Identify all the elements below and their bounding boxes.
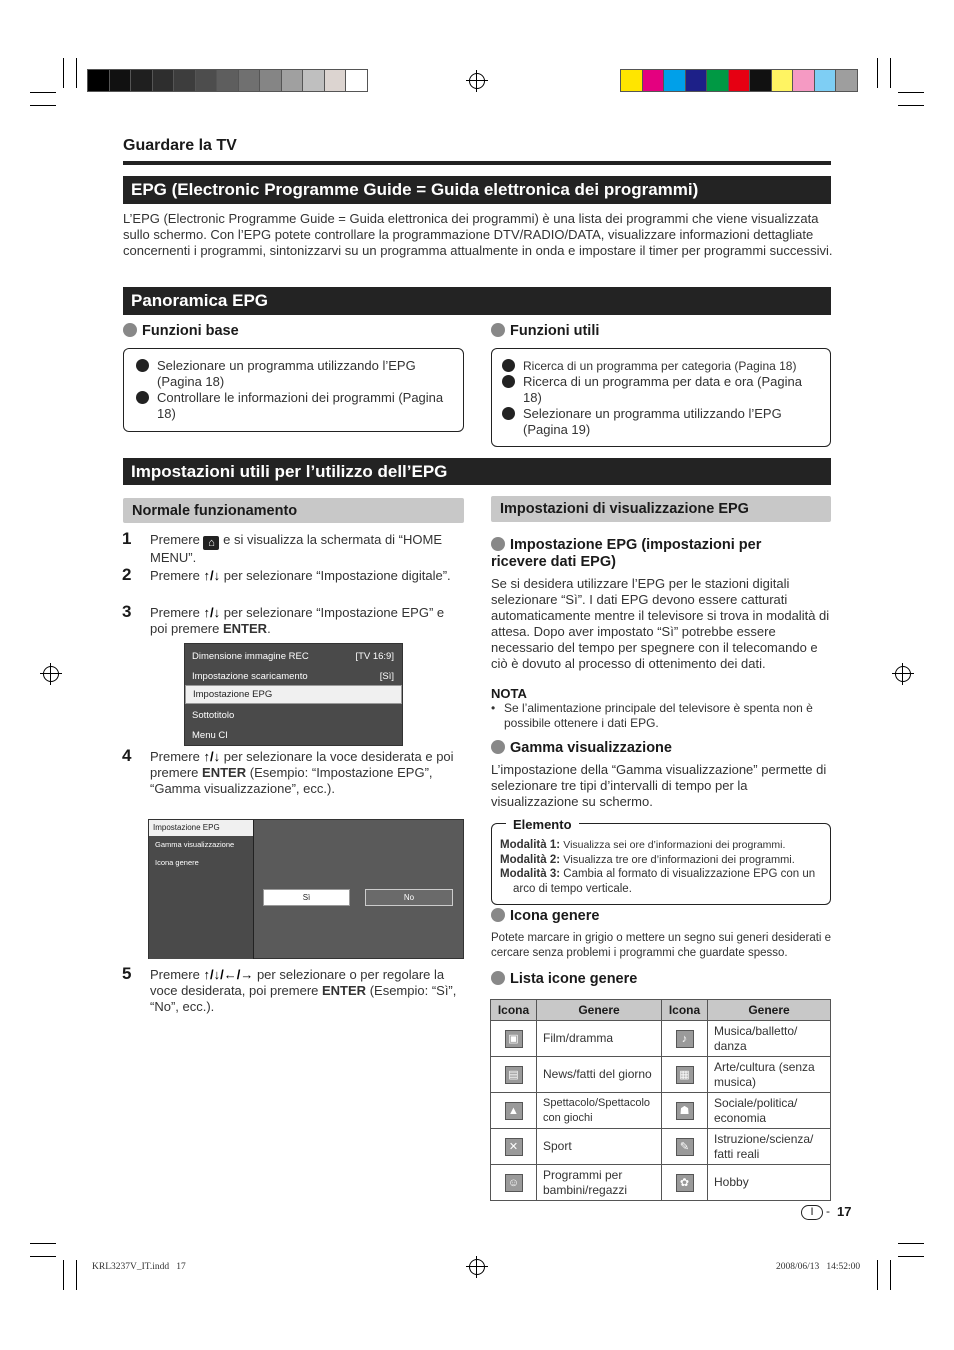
calibration-swatch	[706, 69, 729, 92]
calibration-swatch	[771, 69, 794, 92]
list-item: Selezionare un programma utilizzando l’EPG (Pagina 18)	[136, 358, 453, 390]
registration-mark-icon	[43, 666, 59, 682]
genre-cell: News/fatti del giorno	[537, 1057, 662, 1093]
color-calibration-bar	[620, 69, 857, 92]
column-header: Icona	[491, 1000, 537, 1021]
genre-cell: Sport	[537, 1129, 662, 1165]
epg-settings-heading: Impostazione EPG (impostazioni per ricevere dati EPG)	[491, 537, 762, 570]
step-number: 3	[122, 602, 132, 621]
menu-screenshot-1	[184, 643, 403, 746]
bullet-icon	[491, 537, 505, 551]
calibration-swatch	[152, 69, 175, 92]
menu-row: Sottotitolo	[192, 709, 235, 721]
table-row	[491, 1129, 831, 1165]
genre-cell: Arte/cultura (senza musica)	[708, 1057, 831, 1093]
column-header: Icona	[662, 1000, 708, 1021]
step-2: Premere ↑/↓ per selezionare “Impostazione digitale”.	[150, 568, 451, 583]
list-item: Controllare le informazioni dei programmi (Pagina 18)	[136, 390, 453, 422]
calibration-swatch	[749, 69, 772, 92]
bullet-icon	[502, 359, 515, 372]
table-header-row	[491, 1000, 831, 1021]
bullet-icon	[502, 375, 515, 388]
calibration-swatch	[663, 69, 686, 92]
bullet-icon	[136, 359, 149, 372]
yes-option: Sì	[263, 889, 350, 906]
calibration-swatch	[130, 69, 153, 92]
calibration-swatch	[792, 69, 815, 92]
menu-row-selected: Impostazione EPG	[149, 820, 253, 836]
calibration-swatch	[835, 69, 858, 92]
calibration-swatch	[281, 69, 304, 92]
modes-list	[500, 838, 825, 896]
column-header: Genere	[708, 1000, 831, 1021]
crop-mark	[76, 58, 77, 88]
elemento-title: Elemento	[506, 817, 579, 832]
crop-mark	[30, 105, 56, 106]
crop-mark	[877, 1260, 878, 1290]
gamma-heading: Gamma visualizzazione	[491, 740, 672, 756]
menu-row: Impostazione scaricamento [Sì]	[192, 670, 394, 682]
crop-mark	[890, 1260, 891, 1290]
up-down-arrow-icon: ↑/↓	[203, 605, 221, 620]
news-icon: ▤	[505, 1066, 523, 1084]
step-number: 2	[122, 565, 132, 584]
funzioni-base-box	[123, 348, 464, 432]
list-item: Selezionare un programma utilizzando l’EPG (Pagina 19)	[502, 406, 820, 438]
step-number: 5	[122, 964, 132, 983]
calibration-swatch	[324, 69, 347, 92]
step-3: Premere ↑/↓ per selezionare “Impostazione EPG” e poi premere ENTER.	[150, 605, 445, 636]
bullet-icon	[491, 740, 505, 754]
film-camera-icon: ▣	[505, 1030, 523, 1048]
nota-title: NOTA	[491, 686, 527, 701]
calibration-swatch	[728, 69, 751, 92]
menu-row-selected: Impostazione EPG	[185, 685, 402, 704]
date-slug: 2008/06/13 14:52:00	[776, 1262, 861, 1272]
funzioni-utili-box	[491, 348, 831, 447]
language-badge: I	[801, 1205, 823, 1220]
normale-title: Normale funzionamento	[123, 498, 464, 523]
epg-title: EPG (Electronic Programme Guide = Guida elettronica dei programmi)	[123, 176, 831, 204]
header-rule	[123, 161, 831, 165]
up-down-arrow-icon: ↑/↓	[203, 568, 221, 583]
home-icon: ⌂	[203, 536, 219, 550]
calibration-swatch	[685, 69, 708, 92]
page-number: 17	[837, 1204, 852, 1219]
crop-mark	[890, 58, 891, 88]
crop-mark	[30, 1243, 56, 1244]
genre-icons-table	[490, 999, 831, 1201]
calibration-swatch	[195, 69, 218, 92]
calibration-swatch	[620, 69, 643, 92]
calibration-swatch	[259, 69, 282, 92]
icona-heading: Icona genere	[491, 908, 599, 924]
crop-mark	[898, 105, 924, 106]
children-icon: ☺	[505, 1174, 523, 1192]
table-row	[491, 1021, 831, 1057]
calibration-swatch	[345, 69, 368, 92]
step-5: Premere ↑/↓/←/→ per selezionare o per regolare la voce desiderata, poi premere ENTER (Esempio: “Sì”, “No”, ecc.).	[150, 967, 457, 1014]
bullet-icon: •	[491, 701, 496, 715]
epg-settings-text: Se si desidera utilizzare l’EPG per le stazioni digitali selezionare “Sì”. I dati EPG devono essere catturati automaticamente mentre il televisore si trova in modalità di attesa. Dopo aver impostato “Sì” potrebbe essere necessario del tempo per spegnere con il telecomando e ciò è dovuto al processo di ottenimento dei dati.	[491, 576, 830, 671]
calibration-swatch	[302, 69, 325, 92]
menu-row: Menu CI	[192, 729, 228, 741]
lista-heading: Lista icone genere	[491, 971, 637, 987]
registration-mark-icon	[469, 1259, 485, 1275]
step-4: Premere ↑/↓ per selezionare la voce desiderata e poi premere ENTER (Esempio: “Impostazione EPG”, “Gamma visualizzazione”, ecc.).	[150, 749, 454, 796]
genre-cell: Musica/balletto/ danza	[708, 1021, 831, 1057]
no-option: No	[365, 889, 453, 906]
table-row	[491, 1057, 831, 1093]
art-icon: ▦	[676, 1066, 694, 1084]
icona-text: Potete marcare in grigio o mettere un segno sui generi desiderati e cercare senza problemi i programmi che guardate spesso.	[491, 932, 832, 959]
registration-mark-icon	[895, 666, 911, 682]
genre-cell: Sociale/politica/ economia	[708, 1093, 831, 1129]
funzioni-base-heading: Funzioni base	[123, 323, 239, 339]
crop-mark	[63, 58, 64, 88]
crop-mark	[898, 92, 924, 93]
genre-cell: Istruzione/scienza/ fatti reali	[708, 1129, 831, 1165]
calibration-swatch	[642, 69, 665, 92]
list-item: Ricerca di un programma per categoria (Pagina 18)	[502, 358, 820, 374]
show-icon: ▲	[505, 1102, 523, 1120]
panoramica-title: Panoramica EPG	[123, 287, 831, 315]
menu-row: Gamma visualizzazione	[155, 840, 235, 849]
bullet-icon	[136, 391, 149, 404]
genre-cell: Spettacolo/Spettacolo con giochi	[537, 1093, 662, 1129]
bullet-icon	[491, 908, 505, 922]
crop-mark	[877, 58, 878, 88]
section-label: Guardare la TV	[123, 137, 237, 154]
table-row	[491, 1165, 831, 1201]
visual-title: Impostazioni di visualizzazione EPG	[491, 496, 831, 522]
crop-mark	[898, 1243, 924, 1244]
education-icon: ✎	[676, 1138, 694, 1156]
page-dash: -	[826, 1204, 830, 1218]
up-down-arrow-icon: ↑/↓	[203, 749, 221, 764]
gamma-text: L’impostazione della “Gamma visualizzazione” permette di selezionare tre tipi d’intervalli di tempo per la visualizzazione su schermo.	[491, 762, 827, 809]
bullet-icon	[123, 323, 137, 337]
menu-side-panel	[149, 820, 254, 959]
bullet-icon	[502, 407, 515, 420]
sport-icon: ✕	[505, 1138, 523, 1156]
crop-mark	[30, 1256, 56, 1257]
crop-mark	[898, 1256, 924, 1257]
menu-row: Dimensione immagine REC [TV 16:9]	[192, 650, 394, 662]
file-slug: KRL3237V_IT.indd 17	[92, 1262, 186, 1272]
epg-intro: L’EPG (Electronic Programme Guide = Guida elettronica dei programmi) è una lista dei programmi che viene visualizzata sullo schermo. Con l’EPG potete controllare la programmazione DTV/RADIO/DATA, visualizzare informazioni dettagliate concernenti i programmi, sintonizzarvi su un programma attualmente in onda e impostare il timer per programmi successivi.	[123, 211, 833, 258]
hobby-icon: ✿	[676, 1174, 694, 1192]
calibration-swatch	[173, 69, 196, 92]
step-1: Premere ⌂ e si visualizza la schermata di “HOME MENU”.	[150, 532, 443, 565]
music-note-icon: ♪	[676, 1030, 694, 1048]
calibration-swatch	[87, 69, 110, 92]
registration-mark-icon	[469, 73, 485, 89]
impostazioni-title: Impostazioni utili per l’utilizzo dell’EPG	[123, 458, 831, 485]
calibration-swatch	[216, 69, 239, 92]
menu-screenshot-2	[148, 819, 464, 959]
mode-item: Modalità 1: Visualizza sei ore d’informazioni dei programmi.	[500, 839, 786, 851]
mode-item: Modalità 2: Visualizza tre ore d’informazioni dei programmi.	[500, 853, 795, 866]
menu-row: Icona genere	[155, 858, 199, 867]
crop-mark	[63, 1260, 64, 1290]
list-item: Ricerca di un programma per data e ora (Pagina 18)	[502, 374, 820, 406]
grayscale-calibration-bar	[87, 69, 367, 92]
calibration-swatch	[814, 69, 837, 92]
nota-text: • Se l’alimentazione principale del televisore è spenta non è possibile ottenere i dati EPG.	[491, 701, 813, 730]
calibration-swatch	[109, 69, 132, 92]
genre-cell: Hobby	[708, 1165, 831, 1201]
calibration-swatch	[238, 69, 261, 92]
crop-mark	[30, 92, 56, 93]
society-icon: ☗	[676, 1102, 694, 1120]
column-header: Genere	[537, 1000, 662, 1021]
step-number: 4	[122, 746, 132, 765]
step-number: 1	[122, 529, 132, 548]
mode-item: Modalità 3: Cambia al formato di visualizzazione EPG con un arco di tempo verticale.	[500, 868, 816, 895]
funzioni-utili-heading: Funzioni utili	[491, 323, 599, 339]
genre-cell: Programmi per bambini/regazzi	[537, 1165, 662, 1201]
genre-cell: Film/dramma	[537, 1021, 662, 1057]
table-row	[491, 1093, 831, 1129]
bullet-icon	[491, 323, 505, 337]
direction-arrows-icon: ↑/↓/←/→	[203, 967, 254, 982]
bullet-icon	[491, 971, 505, 985]
crop-mark	[76, 1260, 77, 1290]
